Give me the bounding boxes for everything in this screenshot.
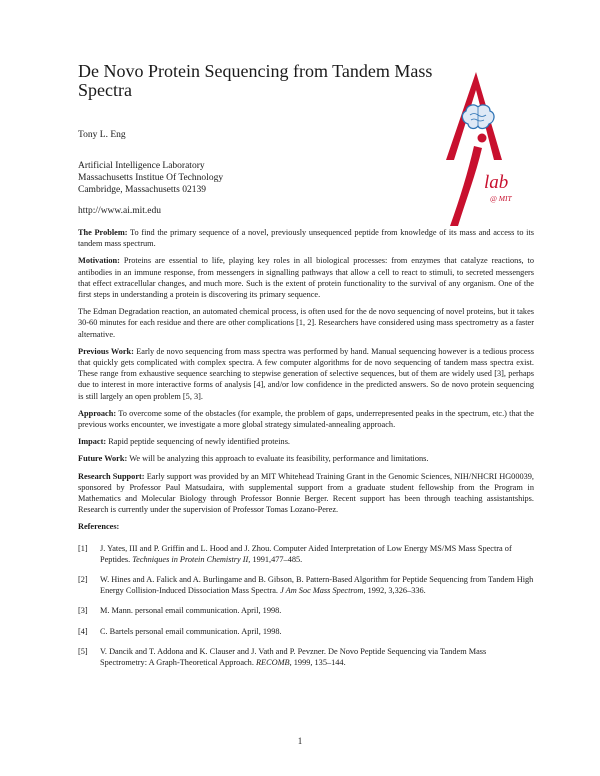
- reference-number: [3]: [78, 606, 88, 616]
- reference-item: [78, 605, 534, 616]
- reference-number: [5]: [78, 646, 88, 656]
- reference-number: [4]: [78, 626, 88, 636]
- section-label: Approach:: [78, 408, 117, 418]
- section-label: The Problem:: [78, 228, 128, 237]
- section-label: Future Work:: [78, 454, 128, 464]
- logo-lab-text: lab: [484, 172, 509, 193]
- reference-item: [78, 626, 534, 637]
- reference-venue: RECOMB,: [255, 658, 292, 668]
- brain-icon: [462, 105, 494, 129]
- section-label: Motivation:: [78, 256, 120, 266]
- affiliation-line: Massachusetts Institue Of Technology: [78, 173, 224, 183]
- references-heading: References:: [78, 522, 120, 532]
- affiliation-line: Cambridge, Massachusetts 02139: [78, 185, 206, 195]
- section-approach: [78, 408, 534, 430]
- logo-mit-text: @ MIT: [490, 194, 512, 203]
- lab-url: http://www.ai.mit.edu: [78, 206, 162, 216]
- section-text: Early support was provided by an MIT Whitehead Training Grant in the Genomic Sciences, NIH/NHCRI HG00039, sponsored by Professor Paul Matsudaira, with supplemental support from a graduate student fellowship from the Program in Mathematics and Molecular Biology through Professor Bonnie Berger. Recent support has been through teaching assistantships. Research is currently under the supervision of Professor Tomas Lozano-Perez.: [78, 471, 534, 515]
- reference-text: C. Bartels personal email communication. April, 1998.: [100, 626, 282, 636]
- logo-dot: [478, 134, 487, 143]
- reference-venue: J Am Soc Mass Spectrom,: [280, 586, 366, 596]
- paper-body: [78, 227, 534, 677]
- section-motivation: [78, 255, 534, 300]
- paper-title: De Novo Protein Sequencing from Tandem Mass Spectra: [78, 61, 433, 100]
- reference-text: J. Yates, III and P. Griffin and L. Hood and J. Zhou. Computer Aided Interpretation of Low Energy MS/MS Mass Spectra of Peptides. Techniques in Protein Chemistry II, 1991,477–485.: [100, 543, 512, 564]
- section-label: Impact:: [78, 437, 107, 447]
- section-text: To find the primary sequence of a novel, previously unsequenced peptide from knowledge of its mass and access to its tandem mass spectrum.: [78, 228, 534, 249]
- affiliation-line: Artificial Intelligence Laboratory: [78, 161, 205, 171]
- affiliation: [78, 160, 223, 196]
- reference-venue: Techniques in Protein Chemistry II,: [132, 554, 251, 564]
- reference-item: [78, 574, 534, 596]
- section-label: Research Support:: [78, 471, 145, 481]
- ai-lab-logo: [440, 68, 532, 236]
- reference-text: V. Dancik and T. Addona and K. Clauser and J. Vath and P. Pevzner. De Novo Peptide Sequencing via Tandem Mass Spectrometry: A Graph-Theoretical Approach. RECOMB, 1999, 135–144.: [100, 646, 487, 668]
- section-text: Early de novo sequencing from mass spectra was performed by hand. Manual sequencing however is a tedious process that quickly gets complicated with complex spectra. A few computer algorithms for de novo sequencing of tandem mass spectra exist. These range from exhaustive sequence searching to stepwise generation of selective sequences, but of them are widely used [3], perhaps due to interest in more interactive forms of analysis [4], and/or low confidence in the predicted answers. So de novo protein sequencing is still largely an open problem [5, 3].: [78, 346, 535, 401]
- section-previous-work: [78, 346, 534, 402]
- reference-number: [2]: [78, 575, 88, 585]
- section-impact: [78, 436, 534, 447]
- page-number: 1: [297, 736, 303, 746]
- section-edman: [78, 306, 534, 340]
- author-name: Tony L. Eng: [78, 130, 126, 140]
- section-text: Proteins are essential to life, playing key roles in all biological processes: from enzymes that catalyze reactions, to antibodies in an immune response, from messengers in signalling pathways that allow a cell to react to stimuli, to secreted messengers that effect extracellular changes, and much more. Such is the extent of protein functionality to the survival of any organism. One of the first steps in understanding a protein is discovering its primary sequence.: [78, 256, 534, 300]
- section-text: To overcome some of the obstacles (for example, the problem of gaps, underrepresented peaks in the spectrum, etc.) that the previous works encounter, we investigate a more global strategy simulated-annealing approach.: [78, 408, 534, 430]
- section-problem: [78, 227, 534, 249]
- reference-text: W. Hines and A. Falick and A. Burlingame and B. Gibson, B. Pattern-Based Algorithm for Peptide Sequencing from Tandem High Energy Collision-Induced Dissociation Mass Spectra. J Am Soc Mass Spectrom, 1992, 3,326–336.: [100, 575, 534, 596]
- reference-text: M. Mann. personal email communication. April, 1998.: [100, 606, 282, 616]
- section-text: Rapid peptide sequencing of newly identified proteins.: [108, 437, 290, 447]
- section-text: The Edman Degradation reaction, an automated chemical process, is often used for the de novo sequencing of novel proteins, but it takes 30-60 minutes for each residue and there are other complications [1, 2]. Researchers have considered using mass spectrometry as a faster alternative.: [78, 307, 534, 339]
- section-research-support: [78, 471, 534, 516]
- section-label: Previous Work:: [78, 346, 134, 356]
- reference-item: [78, 543, 534, 565]
- section-future-work: [78, 453, 534, 464]
- references-list: [78, 543, 534, 669]
- logo-swoosh: [450, 146, 482, 226]
- reference-item: [78, 646, 534, 668]
- section-text: We will be analyzing this approach to evaluate its feasibility, performance and limitations.: [129, 454, 429, 464]
- reference-number: [1]: [78, 543, 88, 553]
